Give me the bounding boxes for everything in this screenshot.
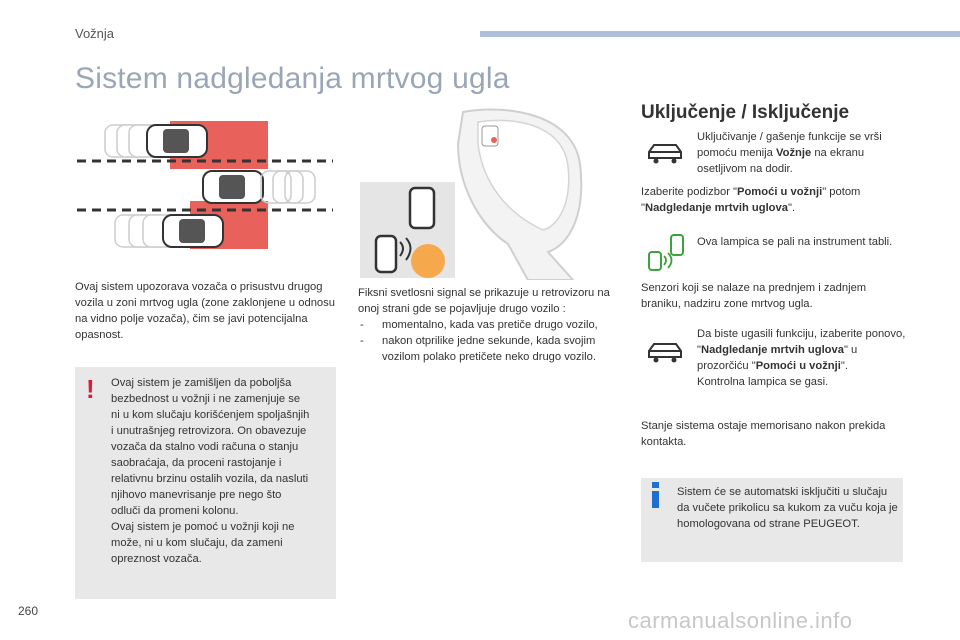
watermark: carmanualsonline.info [628,608,853,633]
ghost-cars-middle [261,171,315,203]
list-item: - nakon otprilike jedne sekunde, kada svojim vozilom polako pretičete neko drugo vozilo. [358,333,624,365]
car-icon-ahead [410,188,434,228]
car-bottom [163,215,223,247]
intro-paragraph: Ovaj sistem upozorava vozača o prisustvu drugog vozila u zoni mrtvog ugla (zone zaklonjene u odnosu na vidno polje vozača), čim se javi potencijalna opasnost. [75,281,335,341]
car-settings-icon [645,140,685,166]
page-title: Sistem nadgledanja mrtvog ugla [75,62,510,95]
page-number: 260 [18,604,39,618]
warning-text: Ovaj sistem je zamišljen da poboljša bezbednost u vožnji i ne zamenjuje se ni u kom slučaju korišćenjem spoljašnjih i unutrašnjeg retrovizora. On obavezuje vozača da stalno vodi računa o stanju saobraćaja, da proceni rastojanje i relativnu brzinu ostalih vozila, da nasluti njihovo manevrisanje pre nego što odluči da promeni kolonu. Ovaj sistem je pomoć u vožnji koji ne može, ni u kom slučaju, da zameni opreznost vozača. [111,377,310,565]
activation-paragraph: Uključivanje / gašenje funkcije se vrši pomoću menija Vožnje na ekranu osetljivom na dodir. [697,131,882,175]
warning-icon: ! [86,374,95,404]
blind-spot-lamp-icon [645,232,689,272]
section-heading: Uključenje / Isključenje [641,102,850,123]
orange-signal-icon [411,244,445,278]
signal-description: Fiksni svetlosni signal se prikazuje u retrovizoru na onoj strani gde se pojavljuje drugo vozilo : - momentalno, kada vas pretiče drugo vozilo, - nakon otprilike jedne sekunde, kada svojim vozilom polako pretičete neko drugo vozilo. [358,285,624,365]
submenu-paragraph: Izaberite podizbor "Pomoći u vožnji" potom "Nadgledanje mrtvih uglova". [641,186,861,214]
deactivation-paragraph: Da biste ugasili funkciju, izaberite ponovo, "Nadgledanje mrtvih uglova" u prozorčiću "Pomoći u vožnji". Kontrolna lampica se gasi. [697,328,906,388]
lamp-paragraph: Ova lampica se pali na instrument tabli. [697,236,893,248]
info-icon [651,482,660,508]
mirror-illustration [358,104,608,280]
header-bar [480,31,960,37]
blind-spot-illustration [75,115,337,255]
car-settings-icon [645,339,685,365]
car-middle [203,171,263,203]
info-text: Sistem će se automatski isključiti u slučaju da vučete prikolicu sa kukom za vuču koja je homologovana od strane PEUGEOT. [677,486,898,530]
memory-paragraph: Stanje sistema ostaje memorisano nakon prekida kontakta. [641,420,886,448]
car-icon-behind [376,236,396,272]
sensors-paragraph: Senzori koji se nalaze na prednjem i zadnjem braniku, nadziru zone mrtvog ugla. [641,282,867,310]
car-top [147,125,207,157]
mirror-signal-icon [482,126,498,146]
section-label: Vožnja [75,26,115,41]
list-item: - momentalno, kada vas pretiče drugo vozilo, [358,317,624,333]
